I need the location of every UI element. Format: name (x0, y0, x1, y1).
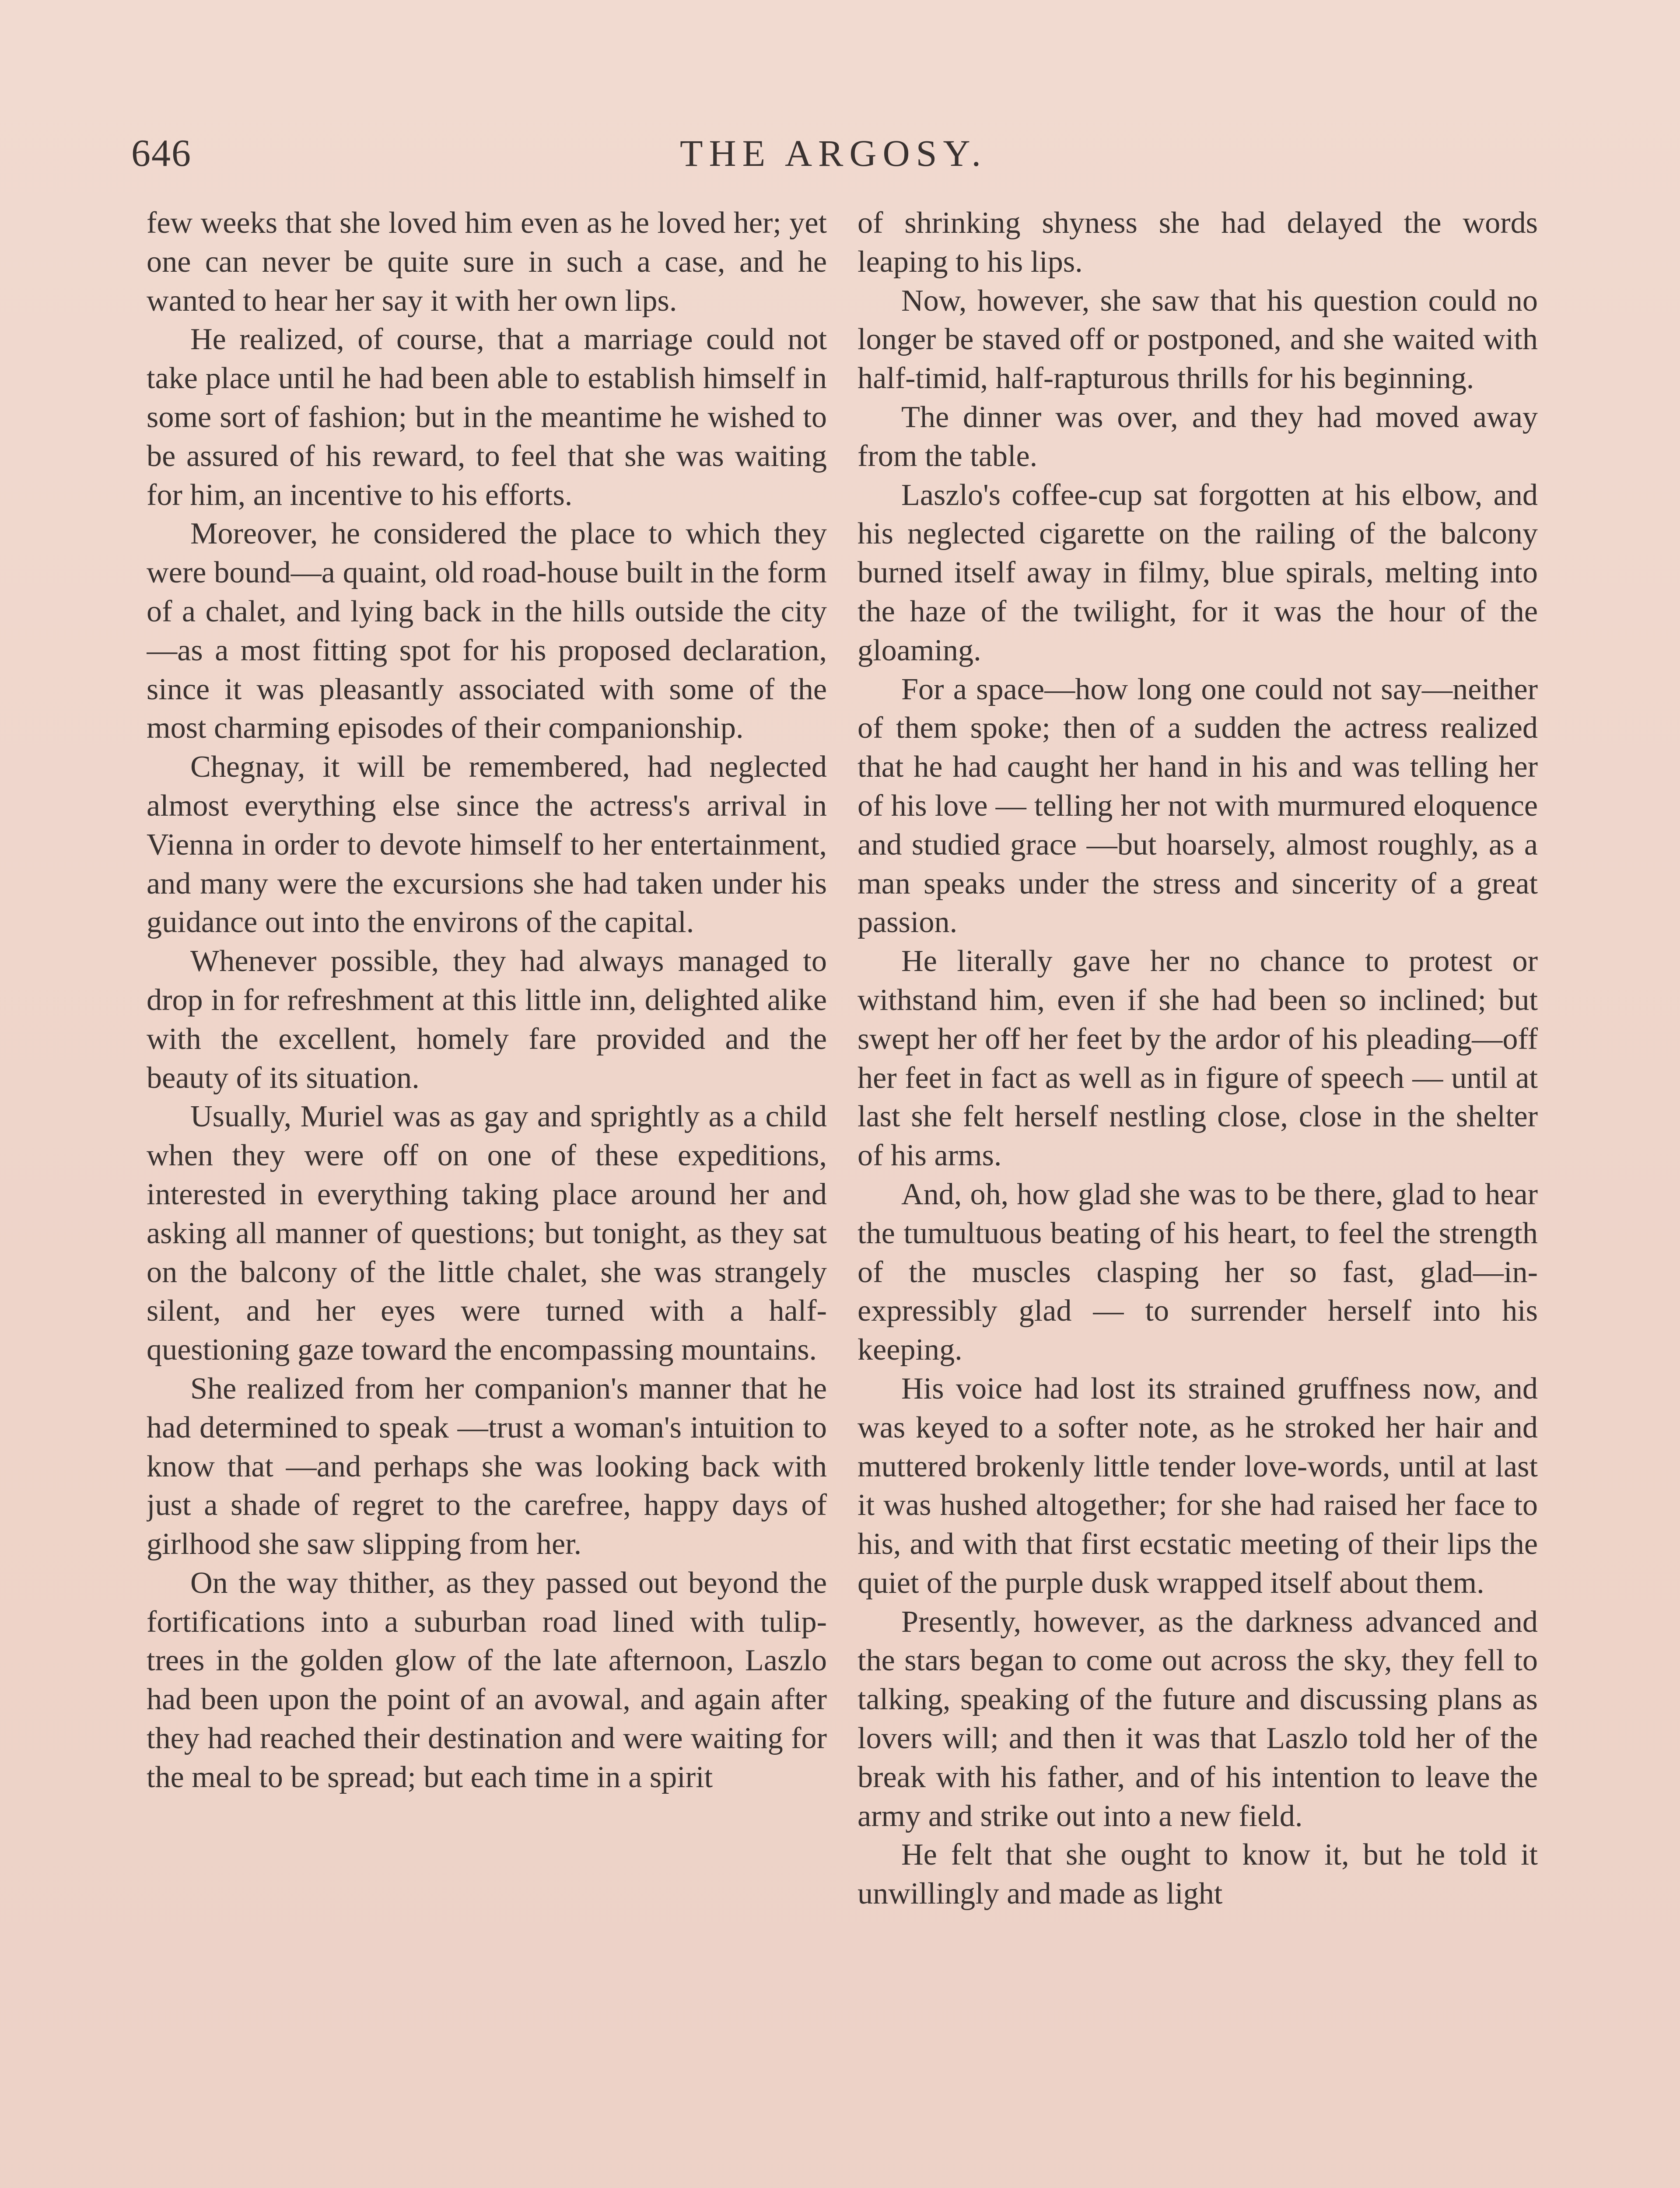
left-column (147, 203, 827, 2188)
running-head: THE ARGOSY. (680, 132, 987, 174)
paragraph: And, oh, how glad she was to be there, glad to hear the tumultuous beating of his heart, to feel the strength of the muscles clasping her so fast, glad—inexpressibly glad — to surrender herself into his keeping. (858, 1177, 1538, 1367)
paragraph: of shrinking shyness she had delayed the words leaping to his lips. (858, 206, 1538, 279)
paragraph: Now, however, she saw that his question could no longer be staved off or postponed, and she waited with half-timid, half-rapturous thrills for his beginning. (858, 283, 1538, 396)
paragraph: Moreover, he considered the place to which they were bound—a quaint, old road-house built in the form of a chalet, and lying back in the hills outside the city—as a most fitting spot for his proposed declaration, since it was pleasantly associated with some of the most charming episodes of their companionship. (147, 516, 827, 745)
paragraph: Laszlo's coffee-cup sat forgotten at his elbow, and his neglected cigarette on the railing of the balcony burned itself away in filmy, blue spirals, melting into the haze of the twilight, for it was the hour of the gloaming. (858, 477, 1538, 667)
paragraph: He realized, of course, that a marriage could not take place until he had been able to establish himself in some sort of fashion; but in the meantime he wished to be assured of his reward, to feel that she was waiting for him, an incentive to his efforts. (147, 322, 827, 512)
paragraph: He literally gave her no chance to protest or withstand him, even if she had been so inclined; but swept her off her feet by the ardor of his pleading—off her feet in fact as well as in figure of speech — until at last she felt herself nestling close, close in the shelter of his arms. (858, 944, 1538, 1173)
page-number: 646 (131, 132, 192, 175)
paragraph: The dinner was over, and they had moved away from the table. (858, 400, 1538, 473)
paragraph: His voice had lost its strained gruffness now, and was keyed to a softer note, as he stroked her hair and muttered brokenly little tender love-words, until at last it was hushed altogether; for she had raised her face to his, and with that first ecstatic meeting of their lips the quiet of the purple dusk wrapped itself about them. (858, 1371, 1538, 1600)
paragraph: For a space—how long one could not say—neither of them spoke; then of a sudden the actress realized that he had caught her hand in his and was telling her of his love — telling her not with murmured eloquence and studied grace —but hoarsely, almost roughly, as a man speaks under the stress and sincerity of a great passion. (858, 672, 1538, 940)
paragraph: She realized from her companion's manner that he had determined to speak —trust a woman's intuition to know that —and perhaps she was looking back with just a shade of regret to the carefree, happy days of girlhood she saw slipping from her. (147, 1371, 827, 1561)
paragraph: Usually, Muriel was as gay and sprightly as a child when they were off on one of these expeditions, interested in everything taking place around her and asking all manner of questions; but tonight, as they sat on the balcony of the little chalet, she was strangely silent, and her eyes were turned with a half-questioning gaze toward the encompassing mountains. (147, 1099, 827, 1367)
paragraph: few weeks that she loved him even as he loved her; yet one can never be quite sure in such a case, and he wanted to hear her say it with her own lips. (147, 206, 827, 318)
paragraph: Chegnay, it will be remembered, had neglected almost everything else since the actress's arrival in Vienna in order to devote himself to her entertainment, and many were the excursions she had taken under his guidance out into the environs of the capital. (147, 750, 827, 940)
paragraph: On the way thither, as they passed out beyond the fortifications into a suburban road lined with tulip-trees in the golden glow of the late afternoon, Laszlo had been upon the point of an avowal, and again after they had reached their destination and were waiting for the meal to be spread; but each time in a spirit (147, 1565, 827, 1794)
paragraph: Whenever possible, they had always managed to drop in for refreshment at this little inn, delighted alike with the excellent, homely fare provided and the beauty of its situation. (147, 944, 827, 1095)
right-column (858, 203, 1538, 2188)
paragraph: Presently, however, as the darkness advanced and the stars began to come out across the sky, they fell to talking, speaking of the future and discussing plans as lovers will; and then it was that Laszlo told her of the break with his father, and of his intention to leave the army and strike out into a new field. (858, 1604, 1538, 1833)
paragraph: He felt that she ought to know it, but he told it unwillingly and made as light (858, 1837, 1538, 1911)
page-header (131, 131, 1536, 188)
